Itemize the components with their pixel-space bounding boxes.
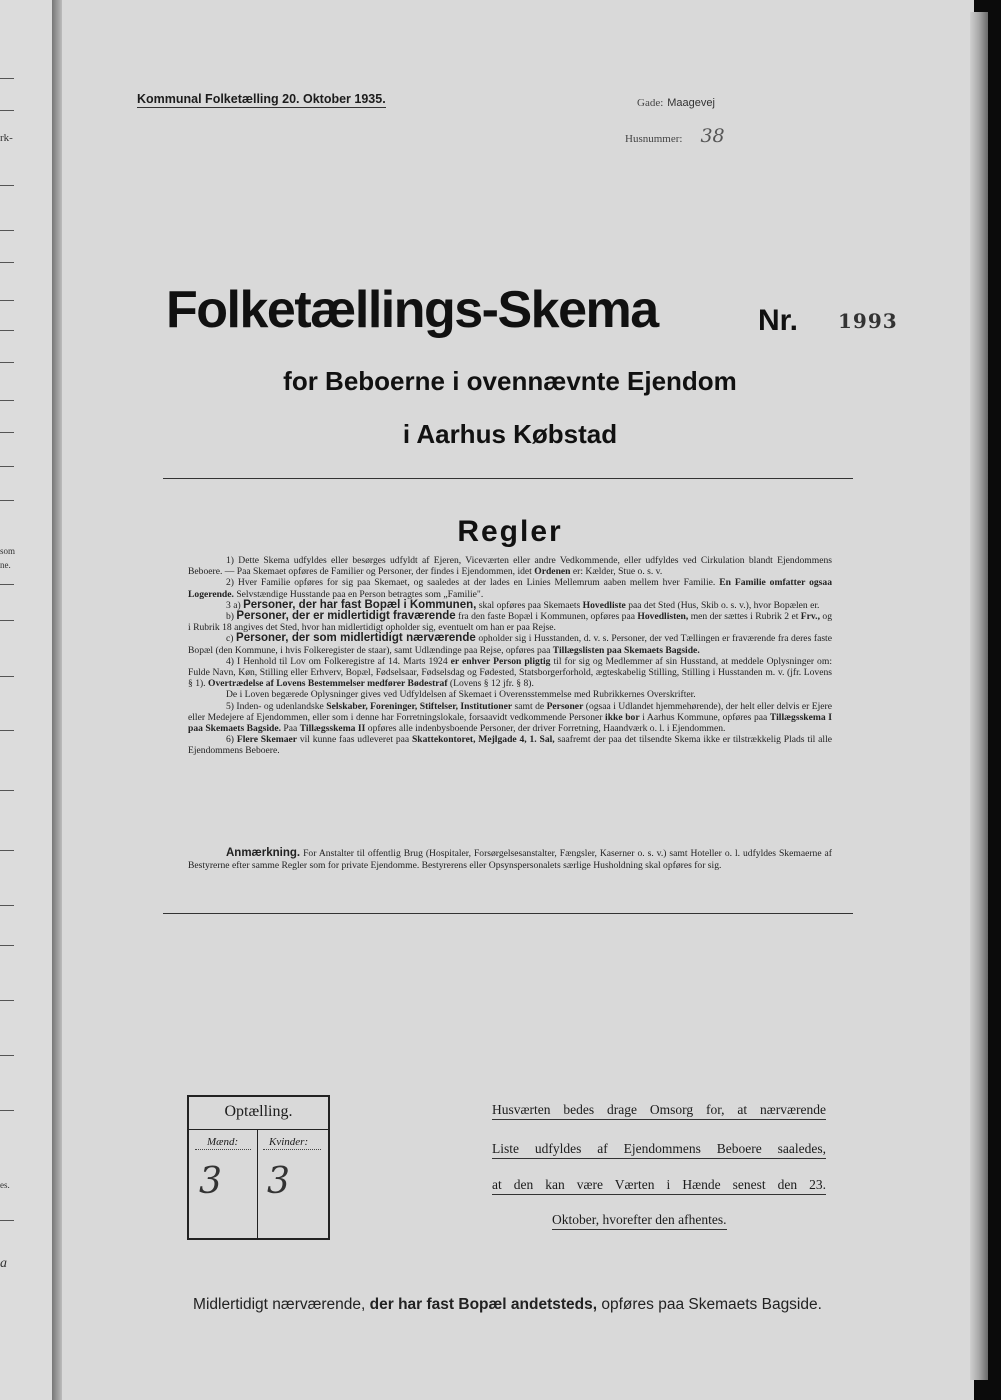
box-divider (189, 1129, 328, 1130)
left-rule (0, 185, 14, 186)
rule-1: 1) Dette Skema udfyldes eller besørges udfyldt af Ejeren, Viceværten eller andre Vedkommende, eller udfyldes ved Cirkulation blandt Ejendommens Beboere. — Paa Skemaet opføres de Familier og Personer, der findes i Ejendommen, idet Ordenen er: Kælder, Stue o. s. v. (188, 555, 832, 578)
page-stack-edge (970, 12, 988, 1380)
form-subtitle: for Beboerne i ovennævnte Ejendom (283, 366, 737, 396)
footer-instruction: Midlertidigt nærværende, der har fast Bopæl andetsteds, opføres paa Skemaets Bagside. (193, 1296, 822, 1313)
gade-label: Gade: (637, 97, 664, 109)
left-fragment: rk- (0, 132, 13, 144)
left-rule (0, 300, 14, 301)
rule-2: 2) Hver Familie opføres for sig paa Skemaet, og saaledes at der lades en Linies Mellemrum aaben mellem hver Familie. En Familie omfatter ogsaa Logerende. Selvstændige Husstande paa en Person betragtes som „Familie". (188, 577, 832, 600)
left-fragment: ne. (0, 560, 11, 570)
anmaerkning-text: For Anstalter til offentlig Brug (Hospitaler, Forsørgelsesanstalter, Fængsler, Kaserner o. s. v.) samt Hoteller o. l. udfyldes Skemaerne af Bestyrerne efter samme Regler som for private Ejendomme. Bestyrerens eller Opsynspersonalets særlige Husholdning skal opføres for sig. (188, 848, 832, 871)
left-rule (0, 945, 14, 946)
label-underline (195, 1149, 251, 1151)
left-rule (0, 432, 14, 433)
left-rule (0, 110, 14, 111)
rule-3a: 3 a) Personer, der har fast Bopæl i Kommunen, skal opføres paa Skemaets Hovedliste paa det Sted (Hus, Skib o. s. v.), hvor Bopælen er. (226, 598, 820, 611)
left-rule (0, 676, 14, 677)
form-title: Folketællings-Skema (166, 281, 658, 339)
left-rule (0, 730, 14, 731)
left-rule (0, 466, 14, 467)
left-rule (0, 500, 14, 501)
left-page-edge (0, 0, 60, 1400)
gade-value: Maagevej (667, 97, 715, 109)
left-rule (0, 230, 14, 231)
left-fragment: es. (0, 1180, 10, 1190)
left-fragment: a (0, 1256, 7, 1271)
book-spine (52, 0, 62, 1400)
gade-field (637, 93, 715, 111)
left-rule (0, 330, 14, 331)
husnummer-field (625, 125, 725, 147)
rule-5: 5) Inden- og udenlandske Selskaber, Foreninger, Stiftelser, Institutioner samt de Personer (ogsaa i Udlandet hjemmehørende), der helt eller delvis er Ejere eller Medejere af Ejendommen, eller som i denne har Forretningslokale, forsaavidt vedkommende Personer ikke bor i Aarhus Kommune, opføres paa Tillægsskema I paa Skemaets Bagside. Paa Tillægsskema II opføres alle indenbysboende Personer, der driver Forretning, Haandværk o. l. i Ejendommen. (188, 700, 833, 735)
notice-line-3: at den kan være Værten i Hænde senest den 23. (492, 1177, 826, 1195)
left-fragment: som (0, 546, 16, 556)
form-location: i Aarhus Købstad (402, 419, 618, 449)
left-rule (0, 1055, 14, 1056)
left-rule (0, 905, 14, 906)
left-rule (0, 362, 14, 363)
notice-line-4: Oktober, hvorefter den afhentes. (552, 1212, 727, 1230)
box-divider (257, 1129, 258, 1238)
left-rule (0, 1220, 14, 1221)
husnummer-label: Husnummer: (625, 133, 683, 145)
rule-3c: c) Personer, der som midlertidigt nærværende opholder sig i Husstanden, d. v. s. Personer, der ved Tællingen er fraværende fra deres faste Bopæl (den Kommune, i hvis Folkeregister de staar), samt Udlændinge paa Rejse, opføres paa Tillægslisten paa Skemaets Bagside. (188, 632, 832, 656)
left-rule (0, 1000, 14, 1001)
left-rule (0, 400, 14, 401)
form-number-value: 1993 (838, 309, 898, 333)
notice-line-1: Husværten bedes drage Omsorg for, at nærværende (492, 1102, 826, 1120)
left-rule (0, 78, 14, 79)
anmaerkning-label: Anmærkning. (226, 847, 301, 859)
left-rule (0, 850, 14, 851)
notice-line-2: Liste udfyldes af Ejendommens Beboere saaledes, (492, 1141, 826, 1159)
divider (163, 478, 853, 479)
left-rule (0, 790, 14, 791)
rule-6: 6) Flere Skemaer vil kunne faas udleveret paa Skattekontoret, Mejlgade 4, 1. Sal, saafremt der paa det tilsendte Skema ikke er tilstrækkelig Plads til alle Ejendommens Beboere. (188, 734, 833, 757)
maend-count: 3 (199, 1161, 222, 1202)
optaelling-box (187, 1095, 330, 1240)
left-rule (0, 262, 14, 263)
left-rule (0, 584, 14, 585)
rule-4: 4) I Henhold til Lov om Folkeregistre af 14. Marts 1924 er enhver Person pligtig til for sig og Medlemmer af sin Husstand, at meddele Oplysninger om: Fulde Navn, Køn, Stilling eller Erhverv, Bopæl, Fødselsaar, Fødselsdag og Fødested, Statsborgerforhold, ægteskabelig Stilling, Stilling i Husstanden m. v. (jfr. Lovens § 1). Overtrædelse af Lovens Bestemmelser medfører Bødestraf (Lovens § 12 jfr. § 8). (188, 655, 832, 690)
census-header: Kommunal Folketælling 20. Oktober 1935. (137, 92, 386, 106)
regler-heading: Regler (457, 515, 563, 548)
regler-rules (188, 555, 832, 757)
rule-3b: b) Personer, der er midlertidigt fraværende fra den faste Bopæl i Kommunen, opføres paa Hovedlisten, men der sættes i Rubrik 2 et Frv., og i Rubrik 18 angives det Sted, hvor han midlertidigt opholder sig, eventuelt om han er paa Rejse. (188, 610, 832, 634)
maend-label: Mænd: (207, 1136, 239, 1148)
divider (163, 913, 853, 914)
form-number-label: Nr. (758, 304, 799, 337)
rule-4b: De i Loven begærede Oplysninger gives ved Udfyldelsen af Skemaet i Overensstemmelse med Rubrikkernes Overskrifter. (226, 689, 696, 701)
label-underline (263, 1149, 321, 1151)
left-rule (0, 620, 14, 621)
kvinder-count: 3 (267, 1161, 290, 1202)
optaelling-caption: Optælling. (224, 1103, 293, 1120)
anmaerkning-note (188, 848, 832, 871)
husnummer-value: 38 (700, 125, 725, 147)
kvinder-label: Kvinder: (269, 1136, 309, 1148)
left-rule (0, 1110, 14, 1111)
